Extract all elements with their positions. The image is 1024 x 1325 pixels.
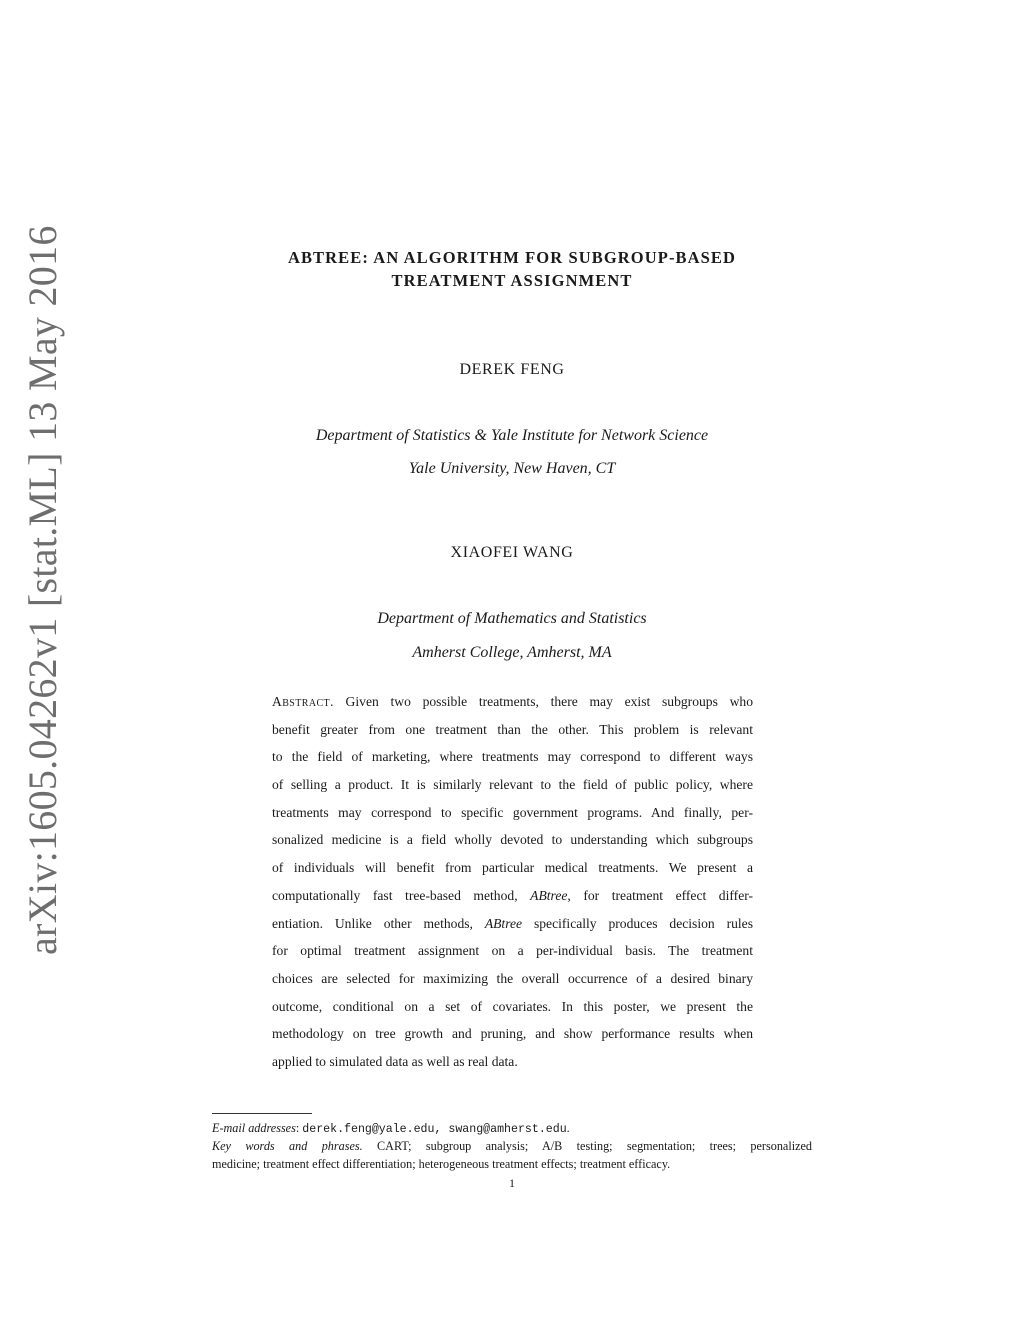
paper-title (212, 246, 812, 292)
abstract-line: methodology on tree growth and pruning, and show performance results when (272, 1026, 753, 1042)
abstract-line: to the field of marketing, where treatments may correspond to different ways (272, 749, 753, 765)
footnote-keywords-continued: medicine; treatment effect differentiation; heterogeneous treatment effects; treatment efficacy. (212, 1156, 671, 1171)
footnote-divider (212, 1113, 312, 1114)
footnote-emails: E-mail addresses: derek.feng@yale.edu, swang@amherst.edu. (212, 1121, 570, 1136)
author-2-affiliation-dept: Department of Mathematics and Statistics (377, 610, 647, 627)
abstract-line: treatments may correspond to specific government programs. And finally, per- (272, 804, 753, 820)
abstract-line: computationally fast tree-based method, ABtree, for treatment effect differ- (272, 887, 754, 903)
abstract-line: of individuals will benefit from particular medical treatments. We present a (272, 860, 753, 876)
abstract-line: applied to simulated data as well as real data. (272, 1053, 518, 1069)
abstract-line: entiation. Unlike other methods, ABtree specifically produces decision rules (272, 915, 753, 931)
author-1-affiliation-dept: Department of Statistics & Yale Institute for Network Science (315, 427, 709, 444)
abstract-line: Abstract. Given two possible treatments, there may exist subgroups who (272, 694, 753, 709)
abstract-line: benefit greater from one treatment than the other. This problem is relevant (272, 721, 753, 737)
abstract-heading: Abstract. (272, 694, 334, 709)
abstract-line: outcome, conditional on a set of covariates. In this poster, we present the (272, 998, 753, 1014)
arxiv-identifier: arXiv:1605.04262v1 [stat.ML] 13 May 2016 (20, 225, 65, 955)
title-line-1: ABTREE: AN ALGORITHM FOR SUBGROUP-BASED (287, 248, 737, 267)
author-name-1: DEREK FENG (459, 361, 565, 378)
page-number: 1 (509, 1176, 515, 1190)
abstract-line: choices are selected for maximizing the overall occurrence of a desired binary (272, 970, 753, 986)
author-2-affiliation-univ: Amherst College, Amherst, MA (412, 644, 612, 661)
abstract (272, 688, 753, 1076)
footnote-keywords: Key words and phrases. CART; subgroup analysis; A/B testing; segmentation; trees; personalized (212, 1139, 813, 1154)
abstract-line: for optimal treatment assignment on a per-individual basis. The treatment (272, 943, 753, 959)
author-1-affiliation-univ: Yale University, New Haven, CT (408, 460, 616, 477)
title-line-2: TREATMENT ASSIGNMENT (391, 271, 633, 290)
abstract-line: sonalized medicine is a field wholly devoted to understanding which subgroups (272, 832, 753, 848)
footnotes (212, 1120, 812, 1173)
method-name: ABtree (530, 887, 568, 903)
abstract-line: of selling a product. It is similarly relevant to the field of public policy, where (272, 777, 753, 793)
method-name: ABtree (484, 915, 523, 931)
author-name-2: XIAOFEI WANG (450, 544, 574, 561)
email-addresses: derek.feng@yale.edu, swang@amherst.edu (302, 1123, 567, 1136)
